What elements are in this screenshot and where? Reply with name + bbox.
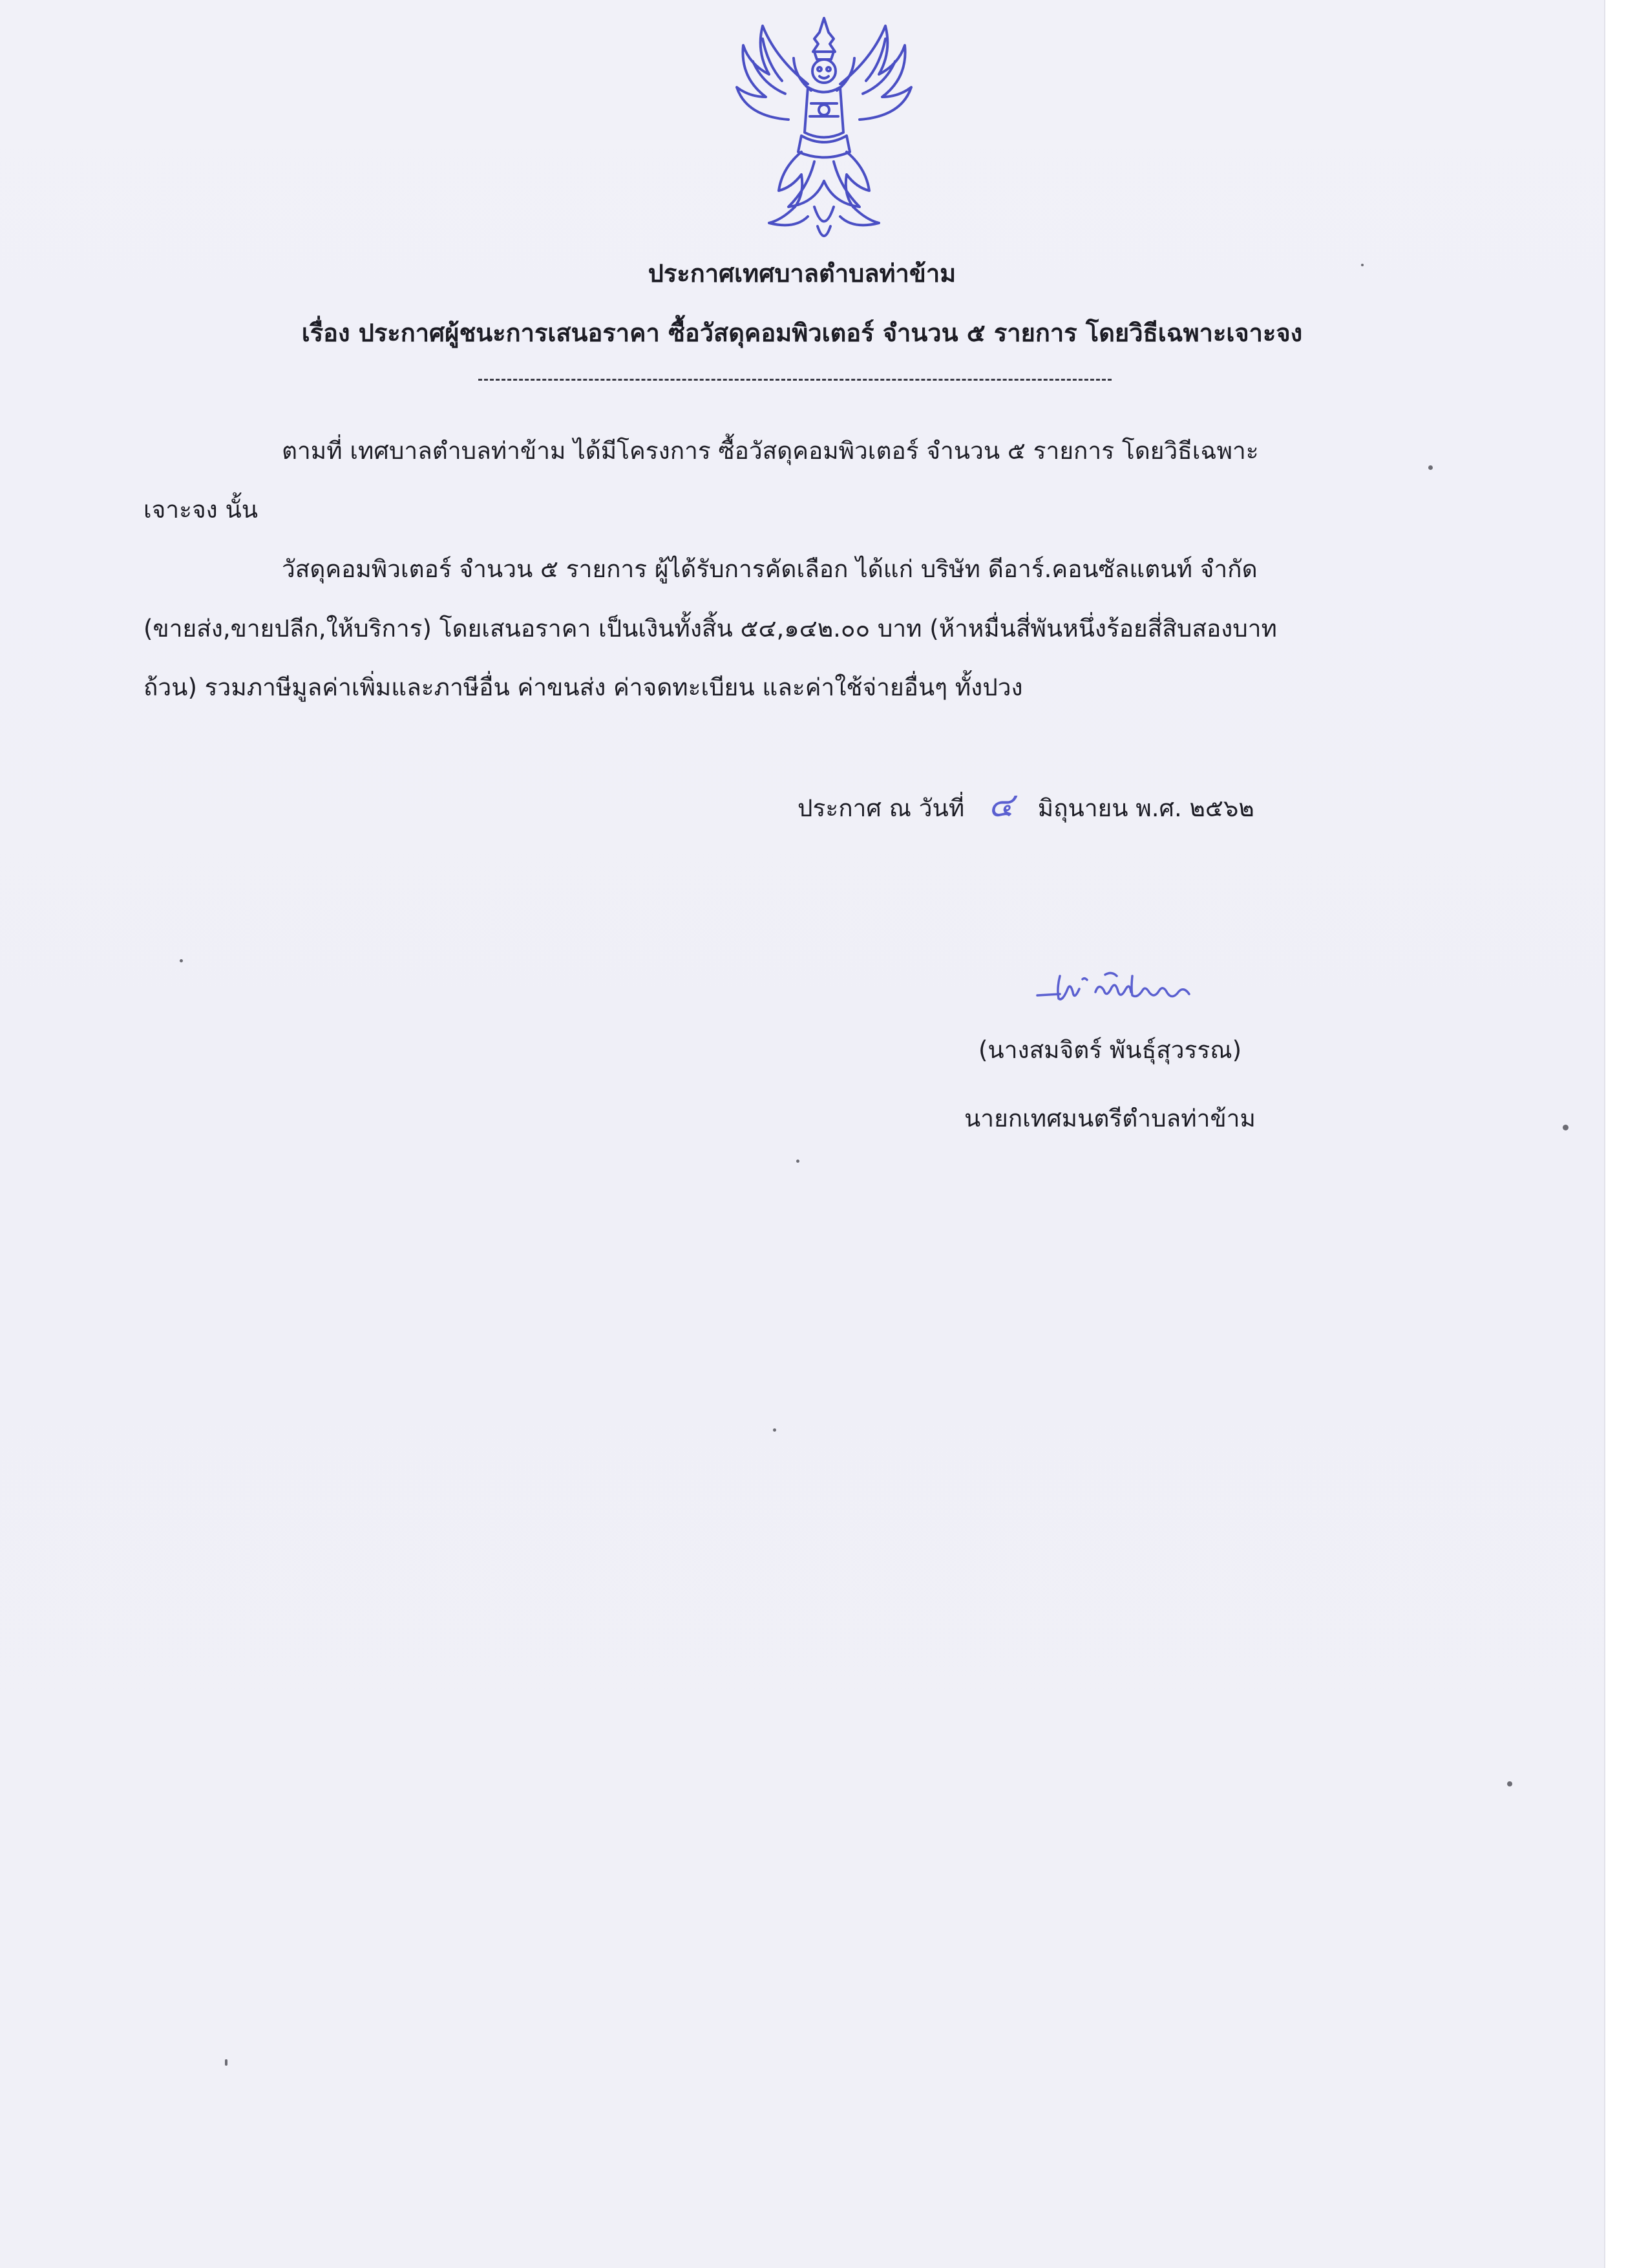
paper-speck [1361, 264, 1364, 266]
signatory-position: นายกเทศมนตรีตำบลท่าข้าม [964, 1105, 1256, 1132]
paragraph-2-line-2: (ขายส่ง,ขายปลีก,ให้บริการ) โดยเสนอราคา เป็นเงินทั้งสิ้น ๕๔,๑๔๒.๐๐ บาท (ห้าหมื่นสี่พันหนึ่งร้อยสี่สิบสองบาท [143, 615, 1277, 642]
paragraph-2-line-1: วัสดุคอมพิวเตอร์ จำนวน ๕ รายการ ผู้ได้รับการคัดเลือก ได้แก่ บริษัท ดีอาร์.คอนซัลแตนท์ จำกัด [282, 555, 1258, 583]
paper-speck [1563, 1125, 1569, 1130]
paper-speck [796, 1160, 799, 1163]
garuda-emblem-icon [717, 13, 931, 252]
announcement-date [798, 787, 1254, 827]
paper-speck [1428, 465, 1433, 470]
separator-line [478, 379, 1112, 381]
scan-edge [1604, 0, 1648, 2268]
document-title: ประกาศเทศบาลตำบลท่าข้าม [648, 259, 956, 288]
date-month-year: มิถุนายน พ.ศ. ๒๕๖๒ [1037, 794, 1254, 822]
paper-speck [1507, 1781, 1512, 1786]
signature-icon [1034, 963, 1228, 1021]
date-day-handwritten: ๔ [988, 786, 1014, 825]
paper-speck [225, 2059, 227, 2066]
document-subject: เรื่อง ประกาศผู้ชนะการเสนอราคา ซื้อวัสดุคอมพิวเตอร์ จำนวน ๕ รายการ โดยวิธีเฉพาะเจาะจง [301, 319, 1303, 347]
paragraph-1-line-1: ตามที่ เทศบาลตำบลท่าข้าม ได้มีโครงการ ซื้อวัสดุคอมพิวเตอร์ จำนวน ๕ รายการ โดยวิธีเฉพาะ [282, 437, 1259, 465]
paragraph-2-line-3: ถ้วน) รวมภาษีมูลค่าเพิ่มและภาษีอื่น ค่าขนส่ง ค่าจดทะเบียน และค่าใช้จ่ายอื่นๆ ทั้งปวง [143, 673, 1023, 701]
paper-speck [180, 959, 183, 962]
paragraph-1-line-2: เจาะจง นั้น [143, 496, 259, 524]
date-prefix: ประกาศ ณ วันที่ [798, 794, 965, 822]
signatory-name: (นางสมจิตร์ พันธุ์สุวรรณ) [978, 1036, 1242, 1064]
paper-speck [773, 1428, 776, 1432]
